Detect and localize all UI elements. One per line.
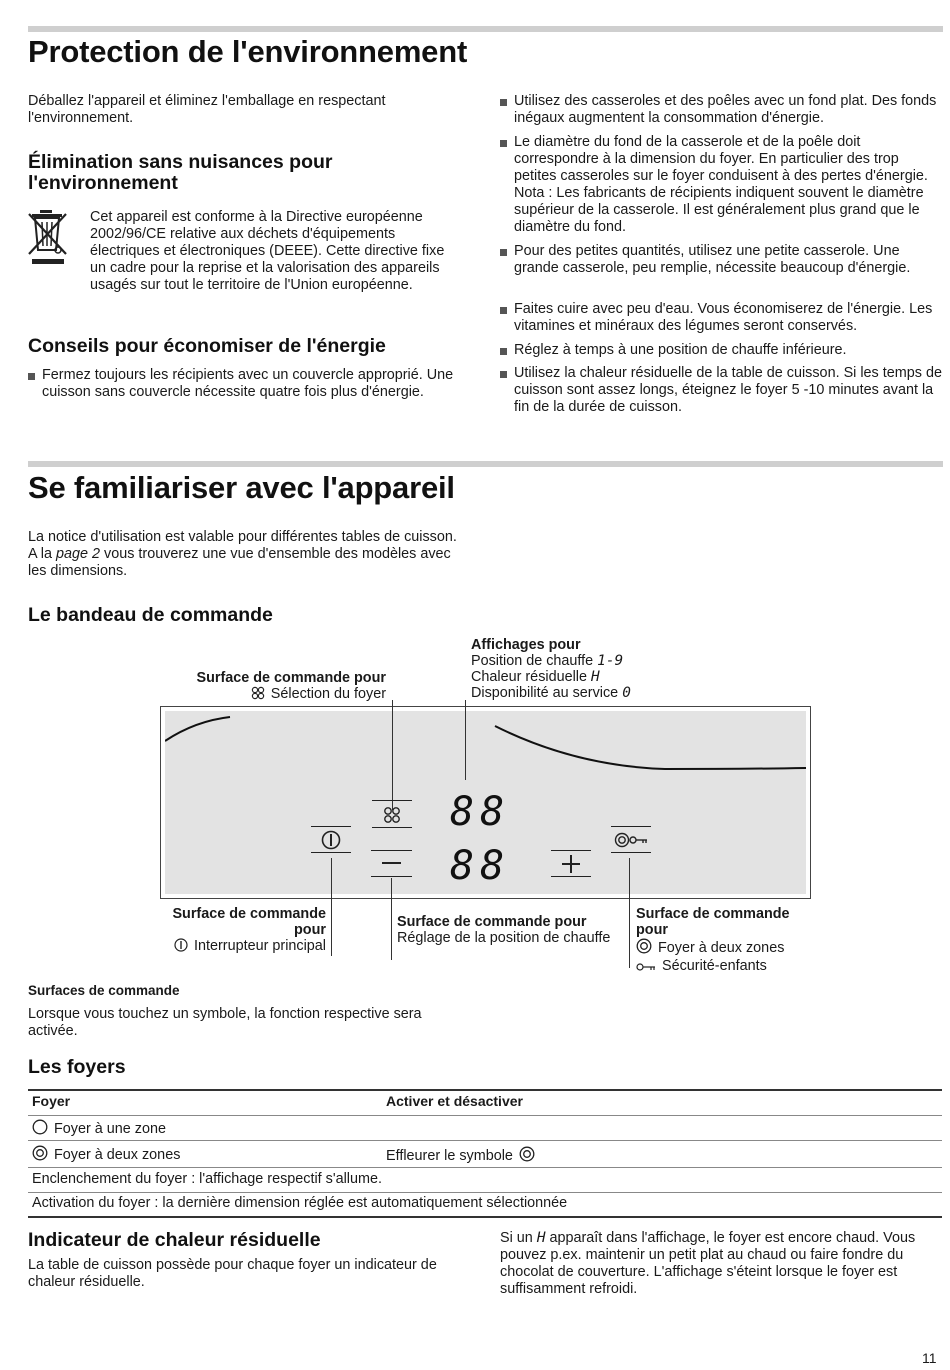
environment-intro: Déballez l'appareil et éliminez l'emballage en respectant l'environnement. (28, 93, 386, 126)
leader-line (391, 878, 392, 960)
dual-zone-icon (636, 938, 652, 958)
page-reference-link[interactable]: page 2 (56, 546, 101, 562)
page-number: 11 (922, 1350, 937, 1366)
table-rule (28, 1192, 942, 1193)
section-title-environment: Protection de l'environnement (28, 34, 468, 69)
section-title-appareil: Se familiariser avec l'appareil (28, 470, 455, 505)
label-selection-foyer: Surface de commande pour Sélection du foyer (196, 670, 386, 702)
dual-zone-icon (32, 1145, 48, 1165)
bandeau-heading: Le bandeau de commande (28, 604, 273, 626)
label-affichages: Affichages pour Position de chauffe 1-9 Chaleur résiduelle H Disponibilité au service 0 (471, 637, 631, 701)
display-bottom: 88 (450, 843, 511, 889)
zone-selection-icon (383, 806, 401, 824)
leader-line (331, 858, 332, 956)
surfaces-text: Lorsque vous touchez un symbole, la fonction respective sera activée. (28, 1006, 422, 1039)
list-item: Utilisez la chaleur résiduelle de la table de cuisson. Si les temps de cuisson sont assez longs, éteignez le foyer 5 -10 minutes avant la fin de la durée de cuisson. (500, 365, 945, 416)
dual-zone-childlock-button[interactable] (611, 826, 651, 853)
table-cell-action: Effleurer le symbole (386, 1146, 541, 1166)
power-icon (321, 829, 341, 851)
elimination-text: Cet appareil est conforme à la Directive européenne 2002/96/CE relative aux déchets d'équipements électriques et électroniques (DEEE). Cette directive fixe un cadre pour la reprise et la valorisation des appareils usagés sur tout le territoire de l'Union européenne. (90, 209, 445, 293)
elimination-heading: Élimination sans nuisances pour l'environnement (28, 151, 333, 194)
list-item: Le diamètre du fond de la casserole et de la poêle doit correspondre à la dimension du foyer. En particulier des trop petites casseroles sur le foyer conduisent à des pertes d'énergie. Nota : Les fabricants de récipients indiquent souvent le diamètre supérieur de la casserole. Il est généralement plus grand que le diamètre du fond. (500, 134, 945, 236)
table-note: Activation du foyer : la dernière dimension réglée est automatiquement sélectionnée (32, 1195, 568, 1211)
list-item: Réglez à temps à une position de chauffe inférieure. (500, 342, 945, 359)
table-top-rule (28, 1089, 942, 1091)
table-rule (28, 1115, 942, 1116)
surfaces-heading: Surfaces de commande (28, 983, 180, 998)
indicateur-heading: Indicateur de chaleur résiduelle (28, 1229, 321, 1251)
leader-line (392, 700, 393, 810)
power-icon (174, 938, 188, 956)
dual-zone-icon (519, 1146, 535, 1166)
indicateur-right-text: Si un H apparaît dans l'affichage, le foyer est encore chaud. Vous pouvez p.ex. maintenir un petit plat au chaud ou faire fondre du chocolat de couverture. L'affichage s'éteint lorsque le foyer est suffisamment refroidi. (500, 1230, 916, 1297)
plus-button[interactable] (551, 850, 591, 877)
dual-zone-key-icon (614, 832, 650, 848)
appareil-intro: La notice d'utilisation est valable pour différentes tables de cuisson. A la page 2 vous trouverez une vue d'ensemble des modèles avec les dimensions. (28, 529, 457, 579)
table-header-foyer: Foyer (32, 1093, 71, 1109)
list-item: Fermez toujours les récipients avec un couvercle approprié. Une cuisson sans couvercle nécessite quatre fois plus d'énergie. (28, 367, 468, 401)
minus-button[interactable] (371, 850, 412, 877)
display-top: 88 (450, 789, 511, 835)
zone-selection-button[interactable] (372, 800, 412, 828)
section-rule (28, 26, 943, 32)
key-icon (636, 960, 656, 976)
table-bottom-rule (28, 1216, 942, 1218)
table-header-activer: Activer et désactiver (386, 1093, 523, 1109)
table-row: Foyer à deux zones (32, 1145, 180, 1165)
list-item: Utilisez des casseroles et des poêles avec un fond plat. Des fonds inégaux augmentent la consommation d'énergie. (500, 93, 945, 127)
list-item: Pour des petites quantités, utilisez une petite casserole. Une grande casserole, peu remplie, nécessite beaucoup d'énergie. (500, 243, 945, 277)
label-reglage: Surface de commande pour Réglage de la position de chauffe (397, 914, 611, 946)
label-interrupteur: Surface de commande pour Interrupteur principal (172, 906, 326, 954)
label-foyer-securite: Surface de commande pour Foyer à deux zones Sécurité-enfants (636, 906, 790, 974)
leader-line (465, 700, 466, 780)
single-zone-icon (32, 1119, 48, 1139)
leader-line (629, 858, 630, 968)
table-note: Enclenchement du foyer : l'affichage respectif s'allume. (32, 1171, 382, 1187)
wheelie-bin-crossed-icon (26, 208, 70, 266)
plus-icon (562, 855, 580, 873)
table-rule (28, 1167, 942, 1168)
zone-selection-icon (251, 686, 265, 704)
minus-icon (382, 862, 401, 865)
list-item: Faites cuire avec peu d'eau. Vous économiserez de l'énergie. Les vitamines et minéraux des légumes seront conservés. (500, 301, 945, 335)
section-rule (28, 461, 943, 467)
table-row: Foyer à une zone (32, 1119, 166, 1139)
foyers-heading: Les foyers (28, 1056, 126, 1078)
indicateur-left-text: La table de cuisson possède pour chaque foyer un indicateur de chaleur résiduelle. (28, 1257, 437, 1290)
table-rule (28, 1140, 942, 1141)
conseils-heading: Conseils pour économiser de l'énergie (28, 335, 386, 357)
main-switch-button[interactable] (311, 826, 351, 853)
